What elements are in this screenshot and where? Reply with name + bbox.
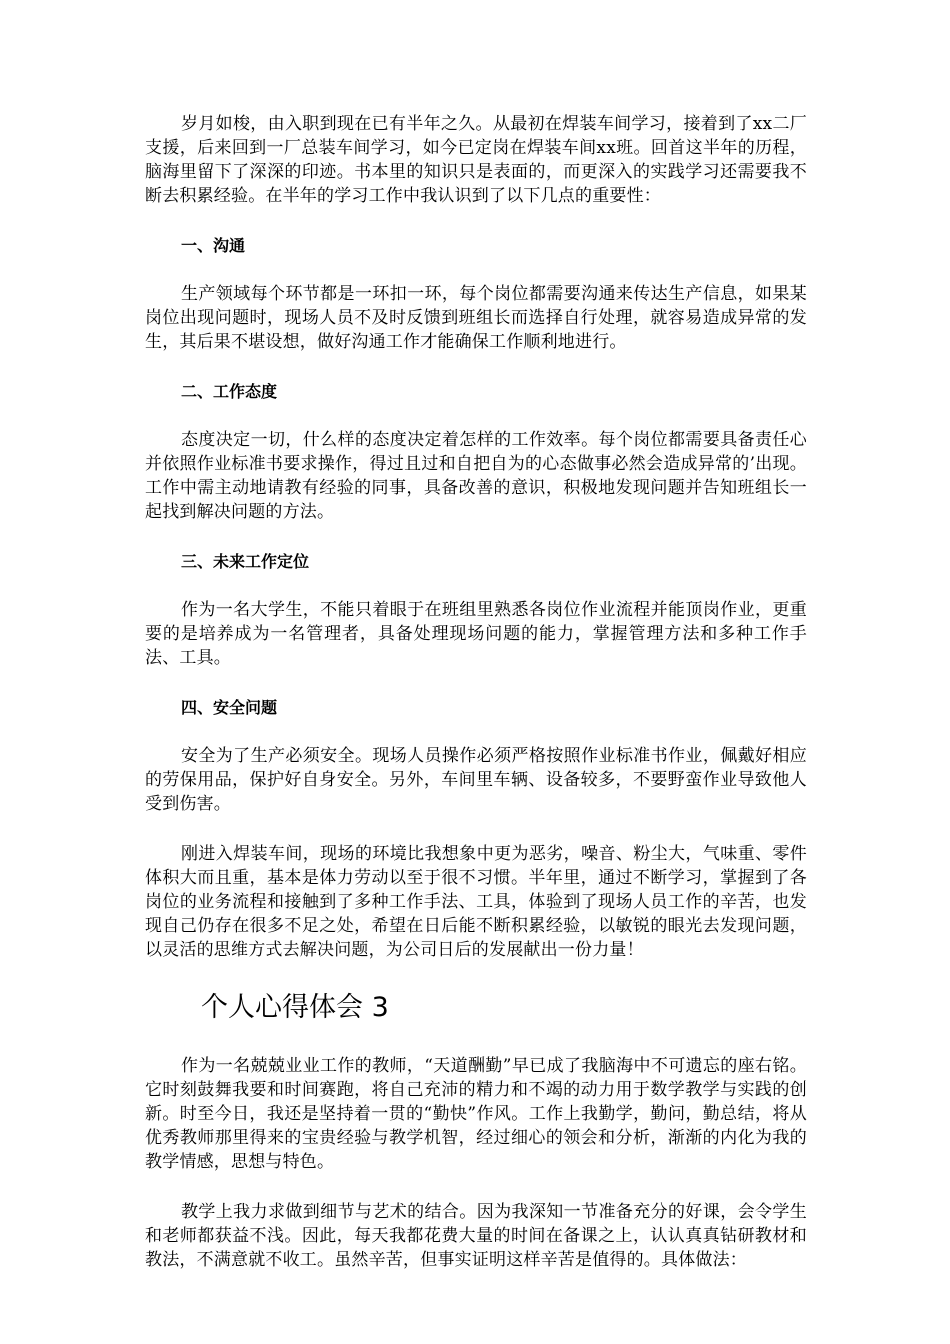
teacher-paragraph-2: 教学上我力求做到细节与艺术的结合。因为我深知一节准备充分的好课，会令学生和老师都获益不浅。因此，每天我都花费大量的时间在备课之上，认认真真钻研教材和教法，不满意就不收工。虽然辛苦，但事实证明这样辛苦是值得的。具体做法：: [145, 1202, 807, 1270]
section-heading-safety: 四、安全问题: [181, 698, 278, 717]
closing-paragraph: 刚进入焊装车间，现场的环境比我想象中更为恶劣，噪音、粉尘大，气味重、零件体积大而且重，基本是体力劳动以至于很不习惯。半年里，通过不断学习，掌握到了各岗位的业务流程和接触到了多种工作手法、工具，体验到了现场人员工作的辛苦，也发现自己仍存在很多不足之处，希望在日后能不断积累经验，以敏锐的眼光去发现问题，以灵活的思维方式去解决问题，为公司日后的发展献出一份力量！: [145, 844, 807, 960]
section-title-experience-3: 个人心得体会 3: [201, 992, 389, 1023]
section-heading-future-position: 三、未来工作定位: [181, 552, 310, 571]
document-page: [145, 112, 807, 1298]
section-text-communication: 生产领域每个环节都是一环扣一环，每个岗位都需要沟通来传达生产信息，如果某岗位出现问题时，现场人员不及时反馈到班组长而选择自行处理，就容易造成异常的发生，其后果不堪设想，做好沟通工作才能确保工作顺利地进行。: [145, 284, 807, 352]
section-heading-communication: 一、沟通: [181, 236, 246, 255]
teacher-paragraph-1: 作为一名兢兢业业工作的教师，“天道酬勤”早已成了我脑海中不可遗忘的座右铭。它时刻鼓舞我要和时间赛跑，将自己充沛的精力和不竭的动力用于数学教学与实践的创新。时至今日，我还是坚持着一贯的“勤快”作风。工作上我勤学，勤问，勤总结，将从优秀教师那里得来的宝贵经验与教学机智，经过细心的领会和分析，渐渐的内化为我的教学情感，思想与特色。: [145, 1056, 807, 1172]
section-text-attitude: 态度决定一切，什么样的态度决定着怎样的工作效率。每个岗位都需要具备责任心并依照作业标准书要求操作，得过且过和自把自为的心态做事必然会造成异常的’出现。工作中需主动地请教有经验的同事，具备改善的意识，积极地发现问题并告知班组长一起找到解决问题的方法。: [145, 430, 807, 522]
section-text-safety: 安全为了生产必须安全。现场人员操作必须严格按照作业标准书作业，佩戴好相应的劳保用品，保护好自身安全。另外，车间里车辆、设备较多，不要野蛮作业导致他人受到伤害。: [145, 746, 807, 814]
intro-paragraph: 岁月如梭，由入职到现在已有半年之久。从最初在焊装车间学习，接着到了xx二厂支援，后来回到一厂总装车间学习，如今已定岗在焊装车间xx班。回首这半年的历程，脑海里留下了深深的印迹。书本里的知识只是表面的，而更深入的实践学习还需要我不断去积累经验。在半年的学习工作中我认识到了以下几点的重要性：: [145, 114, 807, 206]
section-text-future-position: 作为一名大学生，不能只着眼于在班组里熟悉各岗位作业流程并能顶岗作业，更重要的是培养成为一名管理者，具备处理现场问题的能力，掌握管理方法和多种工作手法、工具。: [145, 600, 807, 668]
section-heading-attitude: 二、工作态度: [181, 382, 278, 401]
